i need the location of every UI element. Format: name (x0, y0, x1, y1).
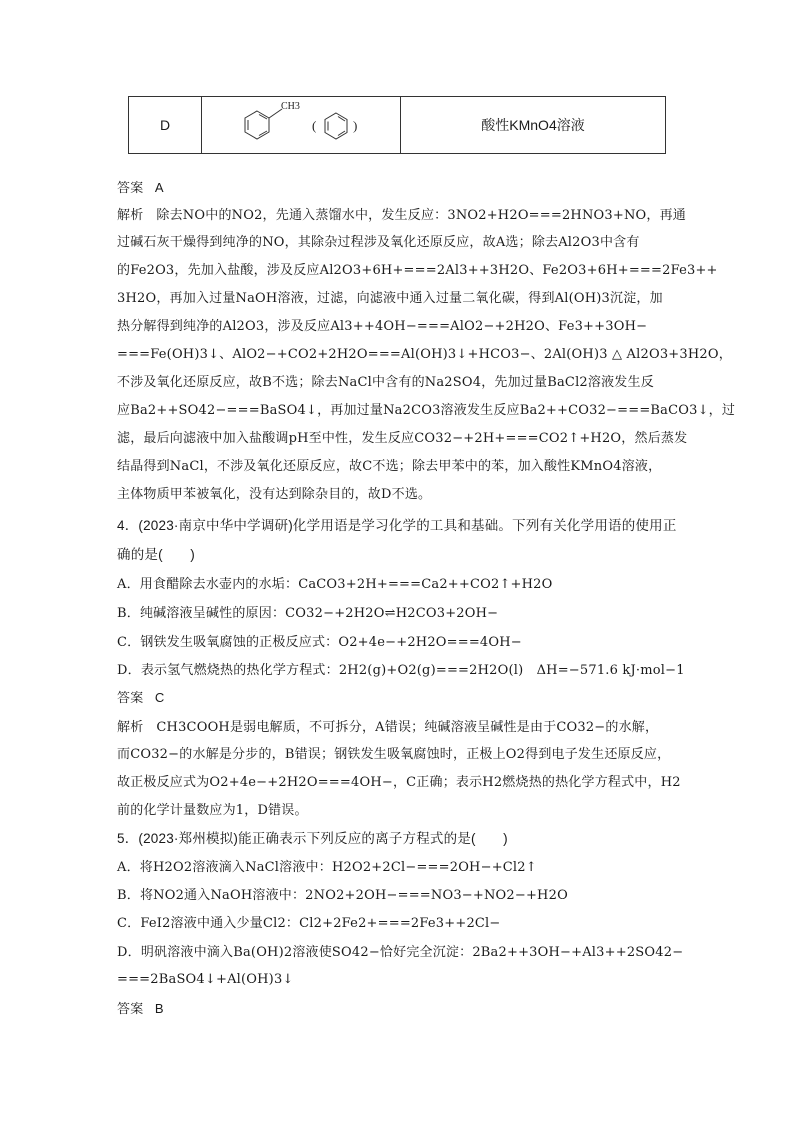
answer-label: 答案 (117, 180, 144, 195)
q3-analysis-line-7: 不涉及氧化还原反应，故B不选；除去NaCl中含有的Na2SO4，先加过量BaCl2溶液发生反 (117, 375, 654, 390)
q4-option-d: D．表示氢气燃烧热的热化学方程式：2H2(g)+O2(g)===2H2O(l) ΔH=−571.6 kJ·mol−1 (117, 663, 685, 678)
q3-analysis-line-3: 的Fe2O3，先加入盐酸，涉及反应Al2O3+6H+===2Al3++3H2O、Fe2O3+6H+===2Fe3++ (117, 263, 718, 278)
q3-analysis-line-10: 结晶得到NaCl，不涉及氧化还原反应，故C不选；除去甲苯中的苯，加入酸性KMnO4溶液， (117, 459, 662, 474)
q3-answer-line (117, 179, 164, 197)
q4-answer-line (117, 689, 164, 707)
q4-analysis-line-2: 而CO32−的水解是分步的，B错误；钢铁发生吸氧腐蚀时，正极上O2得到电子发生还原反应， (117, 747, 671, 762)
analysis-label: 解析 (117, 719, 144, 734)
q4-stem-line-2: 确的是( ) (117, 547, 195, 562)
q4-analysis-line-4: 前的化学计量数应为1，D错误。 (117, 803, 308, 818)
q4-answer: C (154, 690, 165, 705)
q3-answer: A (154, 180, 164, 195)
answer-label: 答案 (117, 690, 144, 705)
toluene-ring (245, 109, 282, 139)
toluene-benzene-structure (202, 97, 400, 153)
q3-analysis-line-4: 3H2O，再加入过量NaOH溶液，过滤，向滤液中通入过量二氧化碳，得到Al(OH)3沉淀，加 (117, 291, 663, 306)
q5-option-c: C．FeI2溶液中通入少量Cl2：Cl2+2Fe2+===2Fe3++2Cl− (117, 916, 501, 931)
q5-option-d-cont: ===2BaSO4↓+Al(OH)3↓ (117, 972, 294, 987)
answer-label: 答案 (117, 1001, 144, 1016)
q4-option-b: B．纯碱溶液呈碱性的原因：CO32−+2H2O⇌H2CO3+2OH− (117, 606, 499, 621)
q4-stem-line-1: 4．(2023·南京中华中学调研)化学用语是学习化学的工具和基础。下列有关化学用语的使用正 (117, 518, 677, 533)
structure-cell (202, 97, 401, 154)
q3-analysis-line-11: 主体物质甲苯被氧化，没有达到除杂目的，故D不选。 (117, 487, 432, 502)
analysis-label: 解析 (117, 207, 144, 222)
table-row (129, 97, 666, 154)
q4-option-a: A．用食醋除去水壶内的水垢：CaCO3+2H+===Ca2++CO2↑+H2O (117, 577, 553, 592)
right-paren: ) (353, 118, 358, 133)
q4-option-c: C．钢铁发生吸氧腐蚀的正极反应式：O2+4e−+2H2O===4OH− (117, 635, 522, 650)
methyl-label: CH3 (281, 101, 300, 112)
q5-option-a: A．将H2O2溶液滴入NaCl溶液中：H2O2+2Cl−===2OH−+Cl2↑ (117, 860, 537, 875)
q3-analysis-line-8: 应Ba2++SO42−===BaSO4↓，再加过量Na2CO3溶液发生反应Ba2++CO32−===BaCO3↓，过 (117, 403, 736, 418)
option-letter-cell: D (129, 97, 202, 154)
options-table (128, 96, 666, 154)
q5-option-b: B．将NO2通入NaOH溶液中：2NO2+2OH−===NO3−+NO2−+H2O (117, 888, 568, 903)
q4-analysis-line-1: 解析 CH3COOH是弱电解质，不可拆分，A错误；纯碱溶液呈碱性是由于CO32−的水解， (117, 719, 659, 735)
q3-analysis-line-1: 解析 除去NO中的NO2，先通入蒸馏水中，发生反应：3NO2+H2O===2HNO3+NO，再通 (117, 207, 686, 223)
q5-answer: B (154, 1001, 164, 1016)
left-paren: ( (312, 118, 317, 133)
q3-analysis-line-6: ===Fe(OH)3↓、AlO2−+CO2+2H2O===Al(OH)3↓+HCO3−、2Al(OH)3 △ Al2O3+3H2O， (117, 347, 732, 362)
q5-option-d: D．明矾溶液中滴入Ba(OH)2溶液使SO42−恰好完全沉淀：2Ba2++3OH−+Al3++2SO42− (117, 945, 684, 960)
q4-analysis-line-3: 故正极反应式为O2+4e−+2H2O===4OH−，C正确；表示H2燃烧热的热化学方程式中，H2 (117, 775, 681, 790)
q5-stem: 5．(2023·郑州模拟)能正确表示下列反应的离子方程式的是( ) (117, 831, 508, 846)
q5-answer-line (117, 1000, 164, 1018)
q3-analysis-line-2: 过碱石灰干燥得到纯净的NO，其除杂过程涉及氧化还原反应，故A选；除去Al2O3中含有 (117, 235, 640, 250)
q3-analysis-line-5: 热分解得到纯净的Al2O3，涉及反应Al3++4OH−===AlO2−+2H2O、Fe3++3OH− (117, 319, 648, 334)
reagent-cell: 酸性KMnO4溶液 (401, 97, 666, 154)
benzene-ring (325, 113, 347, 139)
q3-analysis-line-9: 滤，最后向滤液中加入盐酸调pH至中性，发生反应CO32−+2H+===CO2↑+H2O，然后蒸发 (117, 431, 688, 446)
